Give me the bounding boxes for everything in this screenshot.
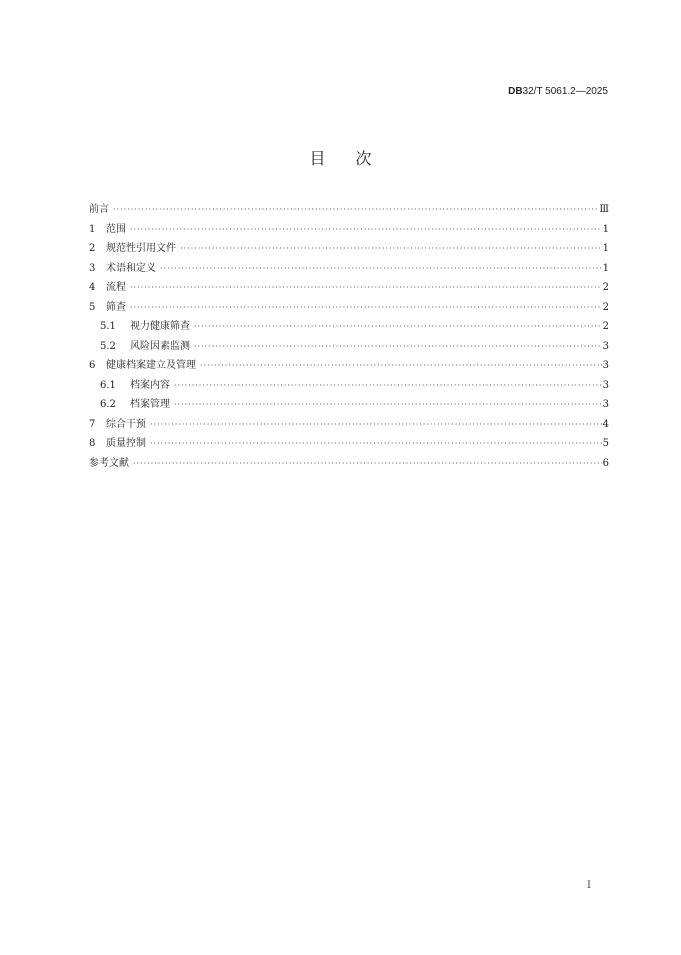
toc-leader-dots bbox=[174, 381, 602, 390]
toc-entry-page: 2 bbox=[602, 301, 609, 313]
toc-entry-page: 3 bbox=[602, 340, 609, 352]
toc-entry-label: 术语和定义 bbox=[106, 262, 156, 274]
toc-entry-page: 1 bbox=[602, 223, 609, 235]
toc-entry[interactable] bbox=[89, 415, 609, 435]
toc-leader-dots bbox=[194, 342, 602, 351]
toc-entry-page: 1 bbox=[602, 262, 609, 274]
toc-entry-page: 3 bbox=[602, 379, 609, 391]
toc-leader-dots bbox=[133, 459, 602, 468]
toc-entry-label: 质量控制 bbox=[106, 438, 146, 449]
toc-entry-page: Ⅲ bbox=[599, 204, 609, 215]
toc-entry-number: 6.1 bbox=[100, 379, 116, 391]
toc-entry-number: 6 bbox=[89, 360, 96, 371]
toc-entry[interactable] bbox=[89, 298, 609, 318]
toc-leader-dots bbox=[150, 420, 602, 429]
toc-leader-dots bbox=[180, 244, 602, 253]
toc-entry[interactable] bbox=[89, 220, 609, 240]
toc-leader-dots bbox=[130, 303, 602, 312]
toc-leader-dots bbox=[150, 439, 602, 448]
toc-entry-label: 健康档案建立及管理 bbox=[106, 360, 196, 371]
toc-entry-label: 流程 bbox=[106, 282, 126, 293]
toc-entry-page: 4 bbox=[602, 418, 609, 430]
toc-entry-page: 5 bbox=[602, 438, 609, 449]
toc-entry-number: 8 bbox=[89, 438, 96, 449]
toc-leader-dots bbox=[130, 283, 602, 292]
standard-code-prefix: DB bbox=[508, 86, 523, 97]
toc-entry-number: 5 bbox=[89, 301, 96, 313]
toc-entry[interactable] bbox=[89, 356, 609, 376]
toc-entry-label: 范围 bbox=[106, 223, 126, 235]
toc-entry-number: 5.1 bbox=[100, 321, 116, 332]
toc-entry-page: 3 bbox=[602, 399, 609, 410]
toc-title: 目次 bbox=[309, 149, 402, 168]
toc-entry[interactable] bbox=[89, 317, 609, 337]
toc-leader-dots bbox=[160, 264, 602, 273]
toc-entry-label: 风险因素监测 bbox=[130, 340, 190, 352]
standard-code bbox=[508, 86, 608, 97]
toc-entry-label: 规范性引用文件 bbox=[106, 243, 176, 254]
toc-entry-label: 视力健康筛查 bbox=[130, 321, 190, 332]
toc-entry-number: 1 bbox=[89, 223, 96, 235]
toc-entry[interactable] bbox=[89, 200, 609, 220]
toc-entry-label: 前言 bbox=[89, 204, 109, 215]
standard-code-number: 32/T 5061.2—2025 bbox=[522, 86, 608, 97]
toc-leader-dots bbox=[113, 205, 598, 214]
toc-entry[interactable] bbox=[89, 376, 609, 396]
toc-entry-label: 参考文献 bbox=[89, 457, 129, 469]
toc-entry[interactable] bbox=[89, 395, 609, 415]
toc-entry[interactable] bbox=[89, 337, 609, 357]
toc-entry-page: 3 bbox=[602, 360, 609, 371]
toc-entry-label: 综合干预 bbox=[106, 418, 146, 430]
toc-entry-label: 档案管理 bbox=[130, 399, 170, 410]
toc-entry-number: 4 bbox=[89, 282, 96, 293]
table-of-contents bbox=[89, 200, 609, 473]
page-number: I bbox=[587, 880, 591, 891]
toc-entry-number: 7 bbox=[89, 418, 96, 430]
toc-entry[interactable] bbox=[89, 259, 609, 279]
toc-entry[interactable] bbox=[89, 278, 609, 298]
toc-entry-page: 1 bbox=[602, 243, 609, 254]
toc-entry[interactable] bbox=[89, 454, 609, 474]
toc-leader-dots bbox=[174, 400, 602, 409]
toc-entry-label: 档案内容 bbox=[130, 379, 170, 391]
toc-entry-number: 6.2 bbox=[100, 399, 116, 410]
toc-entry-number: 2 bbox=[89, 243, 96, 254]
toc-entry-page: 2 bbox=[602, 282, 609, 293]
toc-entry-label: 筛查 bbox=[106, 301, 126, 313]
toc-leader-dots bbox=[200, 361, 602, 370]
toc-entry[interactable] bbox=[89, 434, 609, 454]
toc-leader-dots bbox=[194, 322, 602, 331]
toc-leader-dots bbox=[130, 225, 602, 234]
toc-entry-page: 6 bbox=[602, 457, 609, 469]
toc-entry-number: 3 bbox=[89, 262, 96, 274]
toc-entry[interactable] bbox=[89, 239, 609, 259]
toc-entry-number: 5.2 bbox=[100, 340, 116, 352]
toc-entry-page: 2 bbox=[602, 321, 609, 332]
